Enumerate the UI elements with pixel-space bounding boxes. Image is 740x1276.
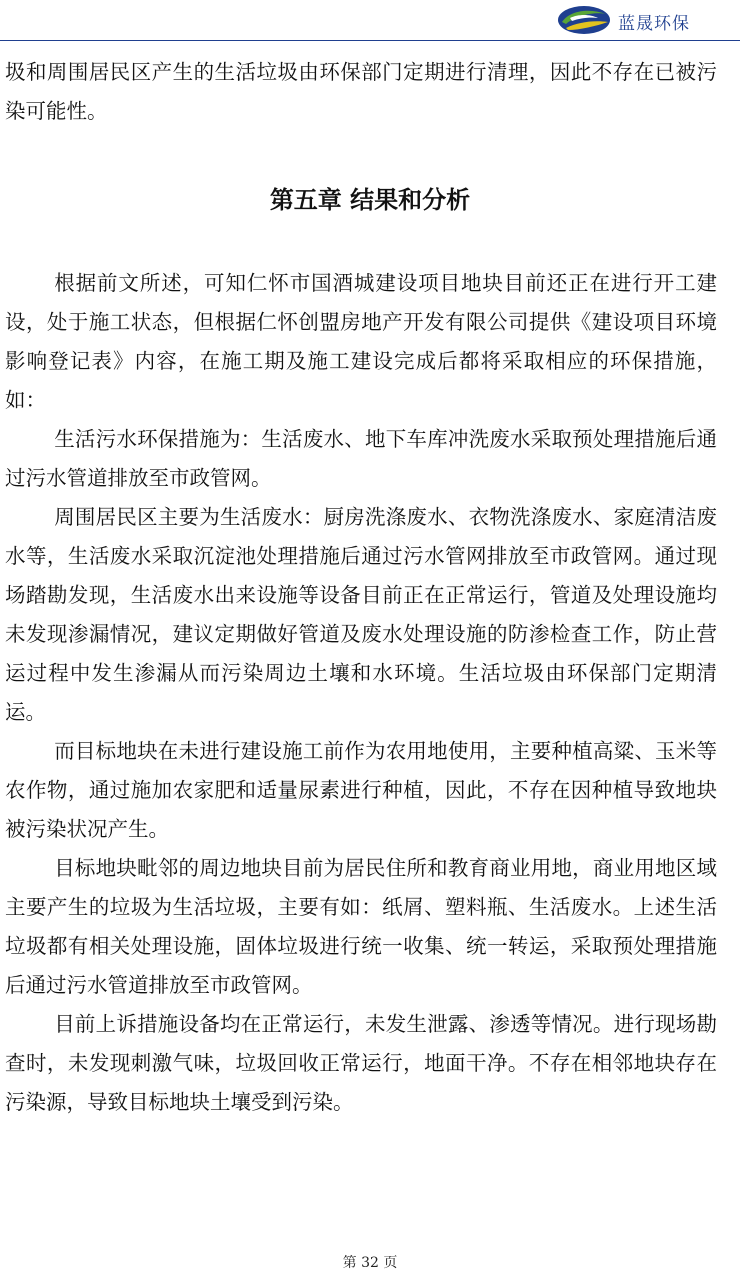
header-divider xyxy=(0,40,740,41)
page-header xyxy=(0,0,740,40)
paragraph: 周围居民区主要为生活废水：厨房洗涤废水、衣物洗涤废水、家庭清洁废水等，生活废水采取沉淀池处理措施后通过污水管网排放至市政管网。通过现场踏勘发现，生活废水出来设施等设备目前正在正常运行，管道及处理设施均未发现渗漏情况，建议定期做好管道及废水处理设施的防渗检查工作，防止营运过程中发生渗漏从而污染周边土壤和水环境。生活垃圾由环保部门定期清运。 xyxy=(5,505,717,724)
chapter-title: 第五章 结果和分析 xyxy=(269,186,471,214)
paragraph: 生活污水环保措施为：生活废水、地下车库冲洗废水采取预处理措施后通过污水管道排放至市政管网。 xyxy=(5,427,717,490)
paragraph: 目前上诉措施设备均在正常运行，未发生泄露、渗透等情况。进行现场勘查时，未发现刺激气味，垃圾回收正常运行，地面干净。不存在相邻地块存在污染源，导致目标地块土壤受到污染。 xyxy=(5,1012,717,1114)
page-number: 第 32 页 xyxy=(342,1255,398,1271)
brand-name: 蓝晟环保 xyxy=(618,14,690,34)
continuation-paragraph: 圾和周围居民区产生的生活垃圾由环保部门定期进行清理，因此不存在已被污染可能性。 xyxy=(5,60,717,123)
paragraph: 根据前文所述，可知仁怀市国酒城建设项目地块目前还正在进行开工建设，处于施工状态，但根据仁怀创盟房地产开发有限公司提供《建设项目环境影响登记表》内容，在施工期及施工建设完成后都将采取相应的环保措施，如： xyxy=(5,271,717,412)
body-paragraphs xyxy=(5,264,717,1122)
lanshen-logo-icon xyxy=(556,4,612,36)
paragraph: 而目标地块在未进行建设施工前作为农用地使用，主要种植高粱、玉米等农作物，通过施加农家肥和适量尿素进行种植，因此，不存在因种植导致地块被污染状况产生。 xyxy=(5,739,717,841)
paragraph: 目标地块毗邻的周边地块目前为居民住所和教育商业用地，商业用地区域主要产生的垃圾为生活垃圾，主要有如：纸屑、塑料瓶、生活废水。上述生活垃圾都有相关处理设施，固体垃圾进行统一收集、统一转运，采取预处理措施后通过污水管道排放至市政管网。 xyxy=(5,856,717,997)
